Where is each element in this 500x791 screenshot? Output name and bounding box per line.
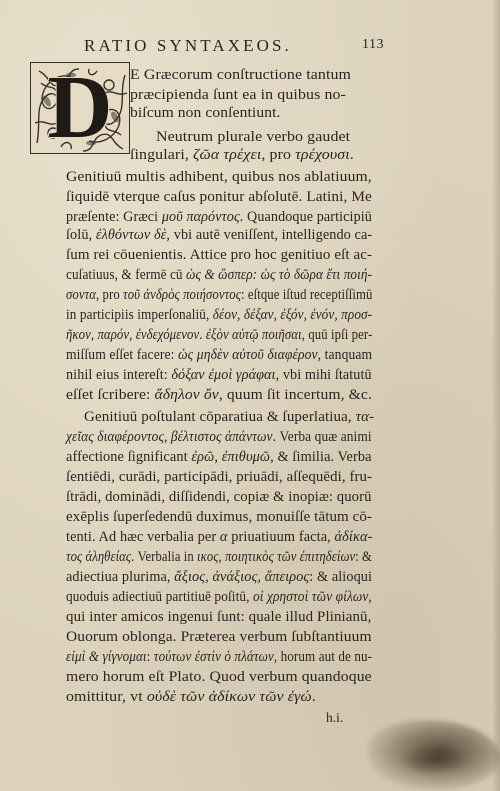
greek-phrase: ὡς μηδὲν αὐτοῦ διαφέρον	[177, 347, 318, 363]
greek-phrase: ικος, ποιητικὸς τῶν ἐπιτηδείων	[197, 549, 356, 565]
latin-text: affectione ſignificant	[66, 449, 192, 465]
text-line	[66, 628, 372, 646]
text-line	[66, 266, 372, 284]
latin-text: :	[146, 649, 154, 665]
page-number: 113	[362, 37, 384, 52]
latin-text: Genitiuū poſtulant cōparatiua & ſuperlatiua,	[84, 409, 356, 425]
latin-text: nihil eius intereſt:	[66, 367, 172, 383]
greek-phrase: οἱ χρηστοὶ τῶν φίλων	[253, 589, 369, 605]
latin-text: biſcum non conſentiunt.	[130, 105, 281, 121]
text-line	[66, 508, 372, 526]
text-line	[66, 648, 372, 666]
latin-text: , pro	[261, 147, 296, 163]
latin-text: priuatiuum facta,	[227, 529, 335, 545]
text-line	[66, 548, 372, 566]
greek-phrase: ἄξιος, ἀνάξιος, ἄπειρος	[174, 569, 310, 585]
latin-text: Neutrum plurale verbo gaudet	[156, 129, 351, 145]
latin-text: , vbi autē veniſſent, intelligendo ca-	[166, 227, 373, 243]
greek-phrase: χεῖας διαφέροντος, βέλτιστος ἁπάντων	[66, 429, 273, 445]
latin-text: mero horum eſt Plato. Quod verbum quandoque	[66, 669, 372, 685]
latin-text: quoduis adiectiuū partitiuē poſitū,	[66, 589, 254, 605]
greek-phrase: ῆκον, παρόν, ἐνδεχόμενον	[66, 327, 200, 343]
text-line	[66, 568, 372, 586]
text-line	[84, 408, 374, 426]
text-line	[66, 326, 372, 344]
latin-text: ſtrādi, dominādi, diſſidendi, copiæ & inopiæ: quorū	[66, 489, 372, 505]
text-line	[66, 468, 372, 486]
latin-text: , tanquam	[317, 347, 373, 363]
greek-phrase: τα-	[355, 409, 375, 425]
latin-text: præſente: Græci	[66, 209, 162, 225]
greek-phrase: α	[219, 529, 228, 545]
latin-text: : eſtque iſtud receptiſſimū	[240, 287, 373, 303]
latin-text: : &	[355, 549, 372, 565]
latin-text: ſingulari,	[130, 147, 194, 163]
text-line	[66, 608, 371, 626]
text-line	[130, 104, 281, 122]
text-line	[130, 66, 351, 84]
text-line	[66, 528, 372, 546]
latin-text: omittitur, vt	[66, 689, 147, 705]
text-line	[66, 448, 372, 466]
greek-phrase: τος ἀληθείας	[66, 549, 132, 565]
latin-text: . Quandoque participiū	[239, 209, 372, 225]
greek-phrase: ἐλθόντων δὲ	[95, 227, 167, 243]
text-line	[66, 668, 372, 686]
latin-text: miſſum eſſet facere:	[66, 347, 178, 363]
latin-text: ſolū,	[66, 227, 96, 243]
text-line	[66, 246, 372, 264]
latin-text: , pro	[95, 287, 124, 303]
text-line	[66, 168, 372, 186]
latin-text: ,	[368, 589, 372, 605]
running-title: RATIO SYNTAXEOS.	[84, 36, 292, 55]
latin-text: , vbi mihi ſtatutū	[275, 367, 372, 383]
greek-phrase: οὐδὲ τῶν ἀδίκων τῶν ἐγώ	[146, 689, 312, 705]
greek-phrase: δέον, δέξαν, ἐξόν, ἐνόν, προσ-	[212, 307, 373, 323]
latin-text: , horum aut de nu-	[273, 649, 373, 665]
latin-text: eſſet ſcribere:	[66, 387, 155, 403]
text-line	[66, 306, 372, 324]
ink-stain-core	[400, 745, 470, 775]
text-line	[66, 188, 372, 206]
text-line	[130, 86, 346, 104]
latin-text: ſentiēdi, curādi, participādi, priuādi, aſſequēdi, fru-	[66, 469, 373, 485]
latin-text: ſum rei cōuenientis. Attice pro hoc genitiuo eſt ac-	[66, 247, 373, 263]
greek-phrase: εἰμὶ & γίγνομαι	[66, 649, 147, 665]
latin-text: , & ſimilia. Verba	[270, 449, 372, 465]
latin-text: , quū ipſi per-	[301, 327, 373, 343]
greek-phrase: σοντα	[66, 287, 96, 303]
text-line	[66, 386, 372, 404]
decorated-initial	[30, 58, 130, 157]
text-line	[156, 128, 350, 146]
latin-text: . Verbalia in	[131, 549, 198, 565]
text-line	[66, 428, 372, 446]
text-line	[66, 688, 316, 706]
text-line	[130, 146, 354, 164]
latin-text: adiectiua plurima,	[66, 569, 175, 585]
signature-mark: h.i.	[326, 710, 344, 725]
latin-text: .	[199, 327, 206, 343]
text-line	[66, 588, 372, 606]
greek-phrase: ζῶα τρέχει	[193, 147, 262, 163]
latin-text: : & alioqui	[309, 569, 373, 585]
greek-phrase: ἀδίκα-	[334, 529, 373, 545]
latin-text: .	[349, 147, 354, 163]
running-head	[0, 36, 500, 60]
latin-text: .	[311, 689, 316, 705]
latin-text: Genitiuū multis adhibent, quibus nos ablatiuum,	[66, 169, 372, 185]
text-line	[66, 366, 372, 384]
greek-phrase: τούτων ἐστὶν ὁ πλάτων	[153, 649, 274, 665]
greek-phrase: ἐρῶ, ἐπιθυμῶ	[191, 449, 271, 465]
latin-text: ſiquidē vterque caſus ponitur abſolutē. Latini, Me	[66, 189, 372, 205]
latin-text: in participiis imperſonaliū,	[66, 307, 213, 323]
text-line	[66, 226, 372, 244]
greek-phrase: τρέχουσι	[295, 147, 350, 163]
text-line	[66, 208, 372, 226]
latin-text: . Verba quæ animi	[272, 429, 372, 445]
greek-phrase: ἄδηλον ὄν	[154, 387, 219, 403]
latin-text: Ouorum oblonga. Præterea verbum ſubſtantiuum	[66, 629, 372, 645]
latin-text: præcipienda ſunt ea in quibus no-	[130, 87, 346, 103]
greek-phrase: δόξαν ἐμοὶ γράφαι	[171, 367, 276, 383]
greek-phrase: ἐξὸν αὐτῷ ποιῆσαι	[205, 327, 302, 343]
greek-phrase: τοῦ ἀνδρὸς ποιήσοντος	[123, 287, 241, 303]
latin-text: , quum ſit incertum, &c.	[218, 387, 372, 403]
text-line	[66, 488, 372, 506]
greek-phrase: ὡς & ὥσπερ: ὡς τὸ δῶρα ἔτι ποιή-	[186, 267, 373, 283]
greek-phrase: μοῦ παρόντος	[161, 209, 240, 225]
latin-text: cuſatiuus, & fermē cū	[66, 267, 187, 283]
text-line	[66, 286, 372, 304]
page-edge-shadow	[492, 0, 500, 791]
latin-text: tenti. Ad hæc verbalia per	[66, 529, 220, 545]
latin-text: exēplis ſuperſedendū duximus, monuiſſe tātum cō-	[66, 509, 373, 525]
latin-text: qui inter amicos ingenui ſunt: quale illud Plinianū,	[66, 609, 372, 625]
initial-letter: D	[47, 58, 113, 157]
text-line	[66, 346, 372, 364]
latin-text: E Græcorum conſtructione tantum	[130, 67, 352, 83]
